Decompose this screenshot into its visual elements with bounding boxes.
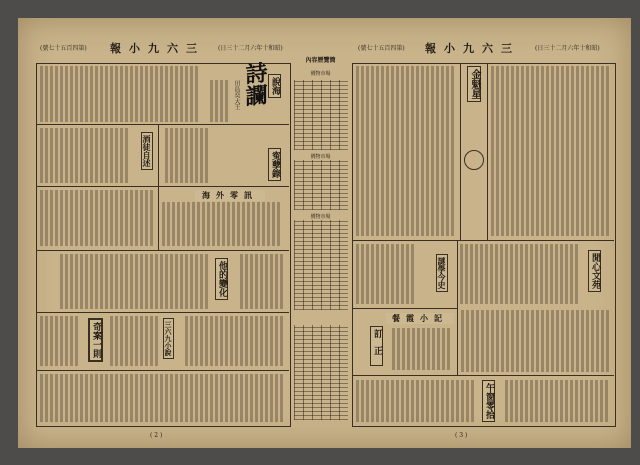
headline-ding-zheng: 訂正	[370, 326, 383, 366]
table-section-header: 價物市場	[310, 214, 331, 220]
article-text	[40, 316, 80, 366]
circle-mark	[464, 150, 484, 170]
table-section-header: 價物市場	[310, 71, 331, 77]
price-table	[294, 325, 348, 420]
right-issue-number: (號七十五百四第)	[358, 45, 405, 52]
divider	[36, 312, 289, 313]
left-masthead: 報小九六三	[110, 42, 205, 55]
headline-qi-an-yi-ze: 奇案一則	[88, 318, 103, 362]
headline-can-xia-xiao-ji: 餐霞小記	[386, 313, 454, 324]
headline-ta-de-bian-hua: 他的變化	[215, 258, 228, 300]
divider	[36, 250, 289, 251]
headline-shuo-hai: 說海	[268, 74, 281, 98]
article-text	[392, 328, 452, 370]
divider	[487, 63, 488, 240]
article-text	[110, 316, 160, 366]
article-text	[40, 190, 155, 246]
right-masthead: 報小九六三	[425, 42, 520, 55]
price-table	[294, 160, 348, 210]
divider	[36, 124, 289, 125]
article-text	[165, 128, 210, 183]
article-text	[356, 380, 476, 422]
left-issue-number: (號七十五百四第)	[40, 45, 87, 52]
article-text	[40, 128, 130, 183]
divider	[352, 240, 614, 241]
divider	[352, 308, 457, 309]
divider	[460, 63, 461, 240]
divider	[158, 124, 159, 250]
price-table	[294, 80, 348, 150]
headline-san-liu-jiu-xiao-shuo: 三六九小說	[163, 318, 174, 359]
article-text	[505, 380, 610, 422]
article-text	[210, 80, 230, 122]
headline-hai-wai-ling-xun: 海外零訊	[195, 190, 265, 201]
article-text	[240, 254, 285, 309]
right-date: (日三十二月六年十和昭)	[535, 45, 600, 52]
divider	[457, 240, 458, 375]
right-page-number: ( 3 )	[455, 432, 468, 439]
headline-wu-chuang-ling-shi: 午窗零拾	[482, 380, 495, 422]
article-text	[60, 254, 210, 309]
article-text	[356, 244, 416, 304]
headline-mi-xue-jin-shi: 謎學今史	[436, 254, 448, 292]
left-page-number: ( 2 )	[150, 432, 163, 439]
article-text	[40, 66, 200, 122]
divider	[36, 186, 289, 187]
article-text	[162, 202, 282, 246]
table-title: 內容歷覽簡	[305, 57, 336, 64]
byline: 田島奕大王	[233, 80, 240, 110]
article-text	[461, 310, 611, 372]
price-table	[294, 220, 348, 310]
article-text	[491, 66, 611, 236]
article-text	[460, 244, 580, 304]
headline-yuan-nie-lu: 寃孽錄	[268, 148, 281, 181]
divider	[352, 375, 614, 376]
divider	[36, 370, 289, 371]
table-section-header: 價物市場	[310, 154, 331, 160]
headline-xian-xin-wen-yuan: 閒心文苑	[588, 250, 601, 292]
headline-jin-kui-xing: 金魁星	[467, 66, 481, 102]
headline-jiu-tu-zi-shu: 酒徒自述	[141, 132, 153, 170]
article-text	[185, 316, 285, 366]
left-date: (日三十二月六年十和昭)	[218, 45, 283, 52]
article-text	[356, 66, 456, 236]
poetry-column-logo: 詩讕	[242, 60, 268, 108]
article-text	[40, 374, 285, 422]
